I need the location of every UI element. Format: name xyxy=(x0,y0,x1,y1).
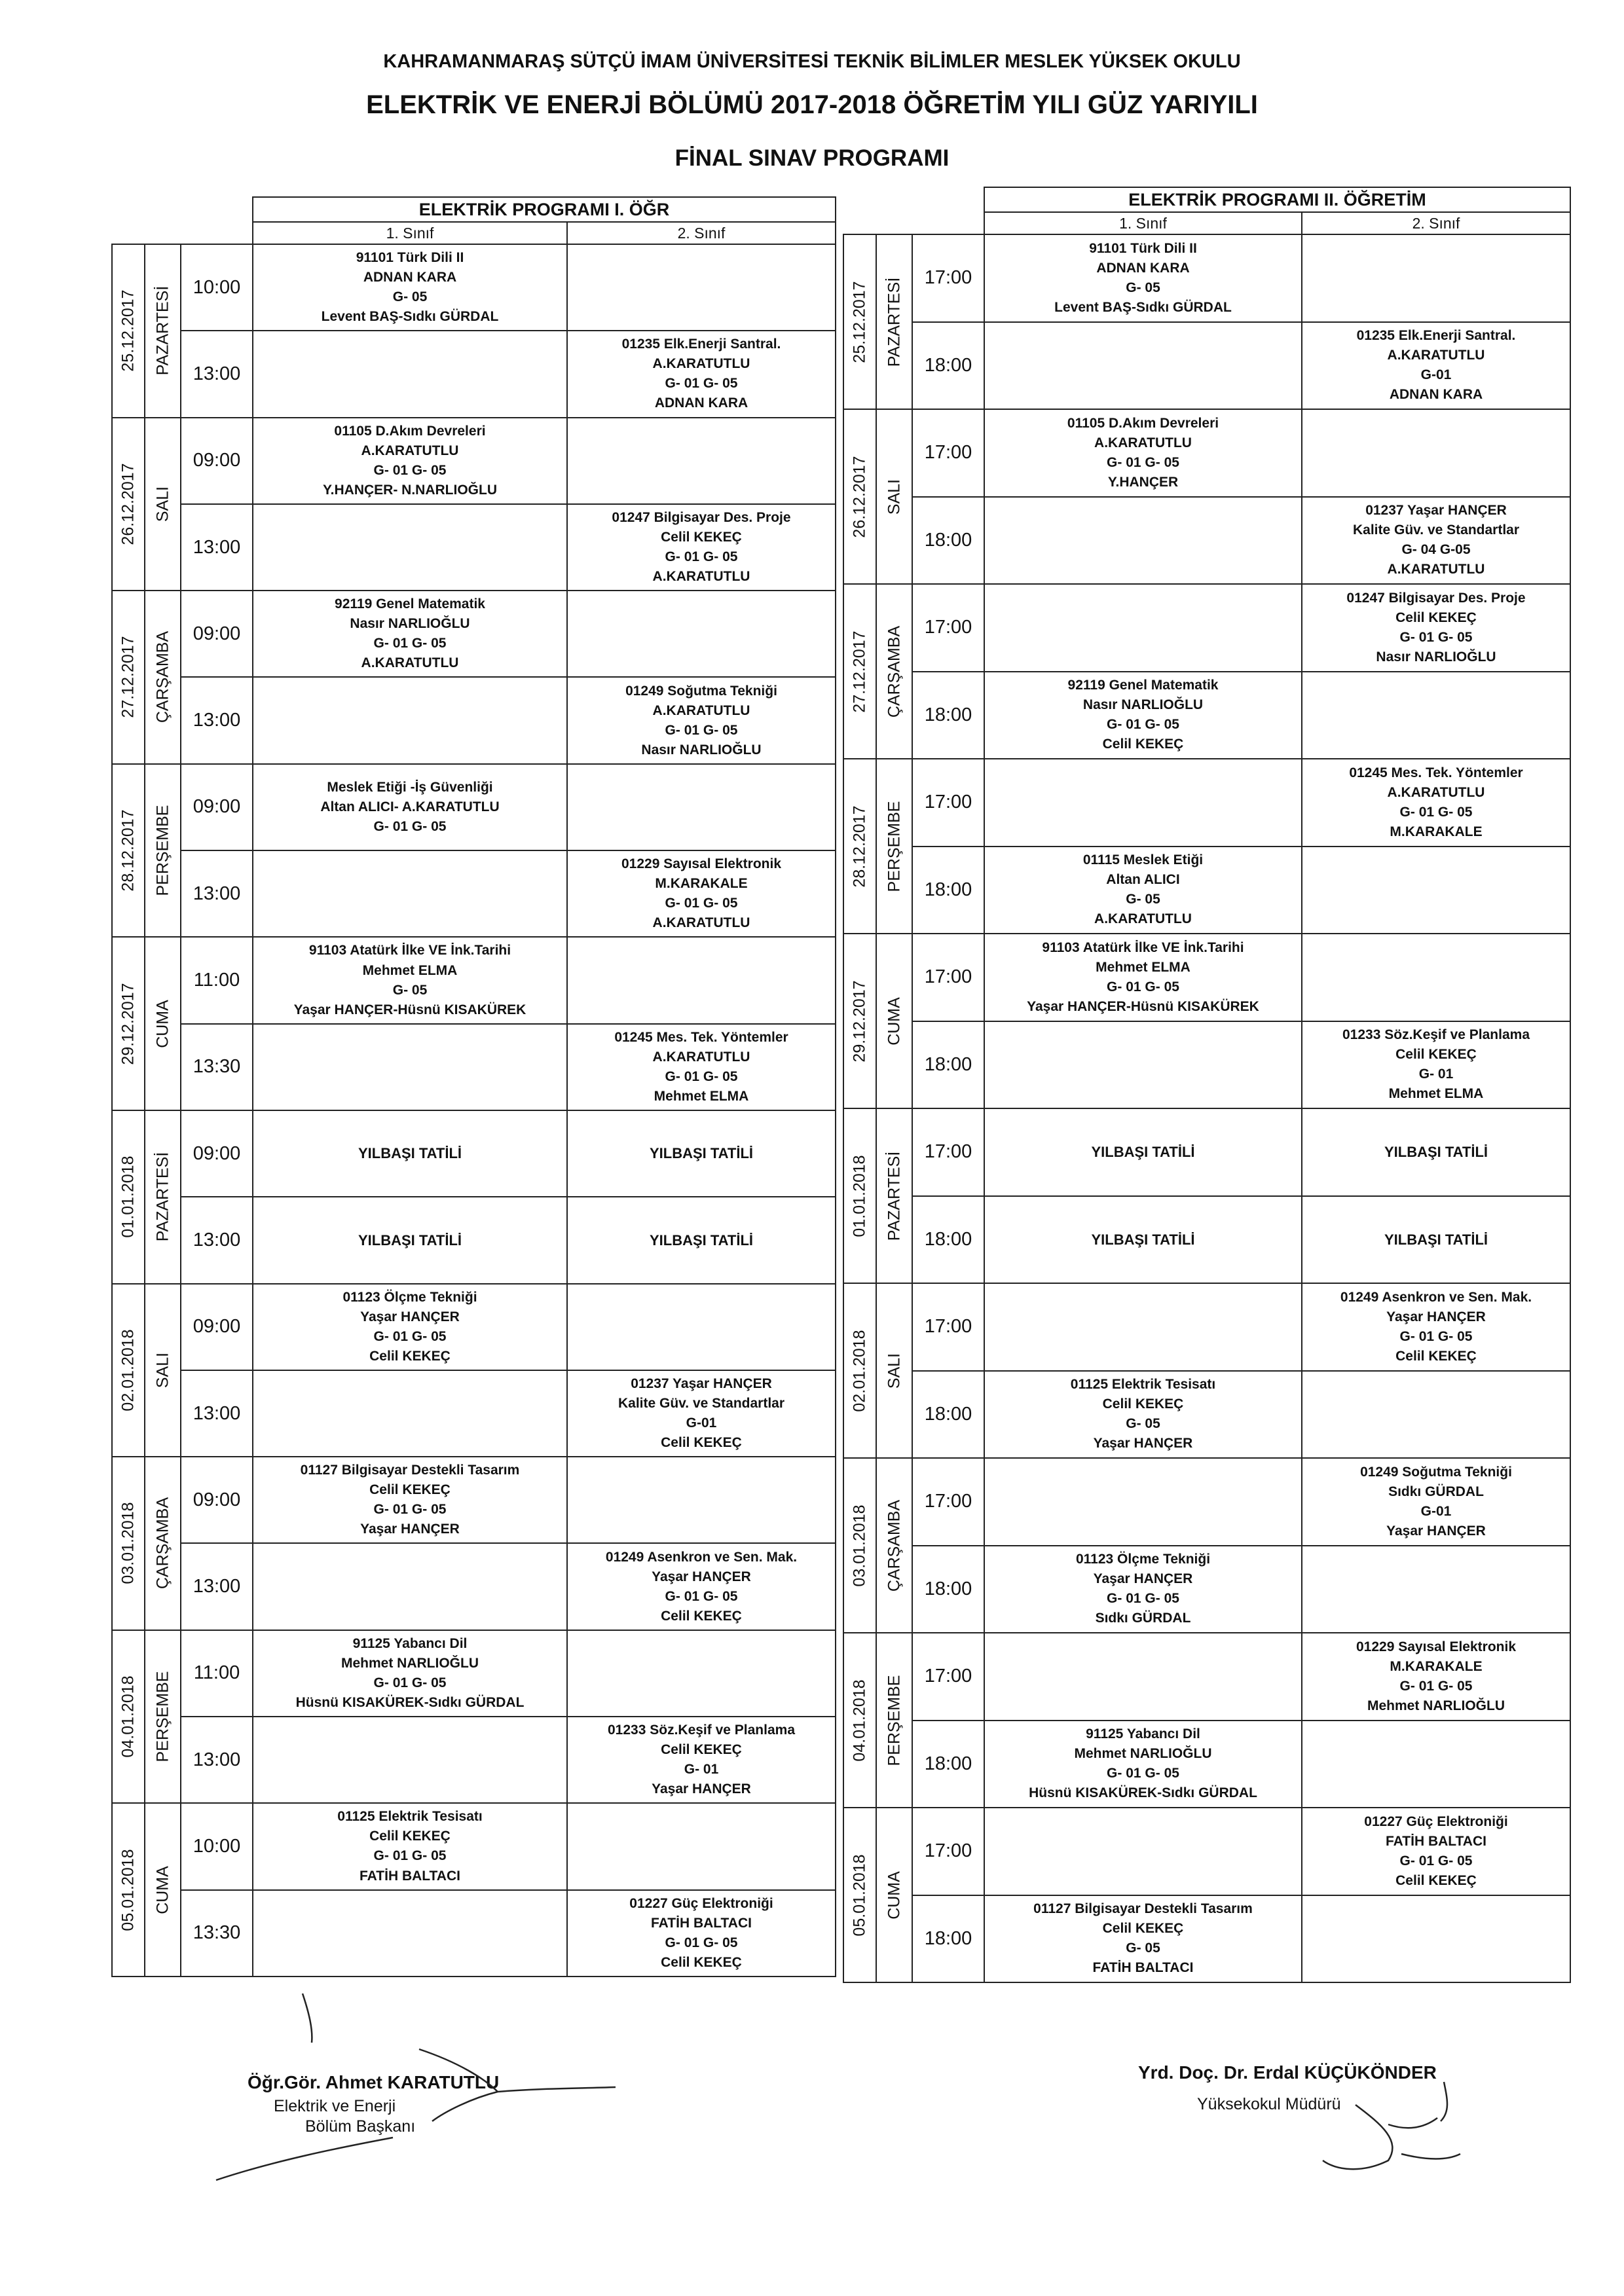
exam-time: 13:30 xyxy=(181,1024,253,1110)
holiday-label: YILBAŞI TATİLİ xyxy=(358,1231,462,1248)
exam-detail: G- 01 G- 05 xyxy=(665,1935,738,1950)
exam-day-text: ÇARŞAMBA xyxy=(153,1497,172,1590)
exam-detail: G- 01 G- 05 xyxy=(1399,629,1473,645)
exam-detail: Celil KEKEÇ xyxy=(661,1742,742,1758)
exam-date-text: 01.01.2018 xyxy=(850,1154,869,1237)
exam-day-text: PERŞEMBE xyxy=(885,801,903,892)
course-name: 01127 Bilgisayar Destekli Tasarım xyxy=(300,1463,520,1478)
exam-day-text: PAZARTESİ xyxy=(153,285,172,376)
exam-day-text: PERŞEMBE xyxy=(885,1675,903,1766)
signer-name: Yrd. Doç. Dr. Erdal KÜÇÜKÖNDER xyxy=(1138,2062,1437,2083)
exam-time: 18:00 xyxy=(912,672,984,759)
exam-time: 09:00 xyxy=(181,764,253,850)
course-name: 01245 Mes. Tek. Yöntemler xyxy=(1349,765,1523,780)
exam-detail: Mehmet NARLIOĞLU xyxy=(1367,1698,1505,1713)
course-name: 01227 Güç Elektroniği xyxy=(629,1895,773,1911)
exam-time: 17:00 xyxy=(912,1108,984,1196)
exam-detail: ADNAN KARA xyxy=(1096,260,1190,276)
exam-day-text: CUMA xyxy=(885,996,903,1046)
exam-detail: Altan ALICI xyxy=(1106,872,1180,888)
exam-detail: G- 01 G- 05 xyxy=(1107,1766,1179,1781)
sinif-2-header: 2. Sınıf xyxy=(567,222,836,244)
exam-time: 18:00 xyxy=(912,322,984,410)
exam-time: 10:00 xyxy=(181,1803,253,1889)
program-title: ELEKTRİK PROGRAMI I. ÖĞR xyxy=(253,197,836,222)
exam-detail: Yaşar HANÇER-Hüsnü KISAKÜREK xyxy=(1027,998,1259,1014)
course-name: 01245 Mes. Tek. Yöntemler xyxy=(614,1029,788,1045)
exam-detail: G- 01 G- 05 xyxy=(1107,1591,1179,1607)
exam-time: 17:00 xyxy=(912,234,984,322)
exam-detail: Celil KEKEÇ xyxy=(369,1482,451,1498)
course-name: 91125 Yabancı Dil xyxy=(352,1635,468,1651)
course-name: 01229 Sayısal Elektronik xyxy=(621,856,781,872)
exam-detail: Yaşar HANÇER xyxy=(360,1522,460,1537)
exam-time: 11:00 xyxy=(181,937,253,1023)
exam-date-text: 25.12.2017 xyxy=(119,289,138,372)
exam-day-text: SALI xyxy=(885,479,903,515)
exam-day-text: SALI xyxy=(885,1353,903,1389)
exam-date-text: 29.12.2017 xyxy=(119,983,138,1065)
exam-day-text: ÇARŞAMBA xyxy=(153,631,172,723)
exam-detail: A.KARATUTLU xyxy=(361,443,459,458)
exam-time: 17:00 xyxy=(912,934,984,1021)
exam-detail: Nasır NARLIOĞLU xyxy=(1376,649,1496,665)
course-name: 01127 Bilgisayar Destekli Tasarım xyxy=(1033,1901,1253,1917)
exam-time: 17:00 xyxy=(912,1458,984,1546)
exam-time: 18:00 xyxy=(912,1721,984,1808)
exam-detail: G- 01 G- 05 xyxy=(665,722,738,738)
course-name: 01123 Ölçme Tekniği xyxy=(1075,1552,1211,1567)
course-name: 01115 Meslek Etiği xyxy=(1082,852,1204,868)
exam-detail: G- 01 G- 05 xyxy=(1399,1328,1473,1344)
course-name: 01123 Ölçme Tekniği xyxy=(342,1289,477,1305)
exam-time: 18:00 xyxy=(912,1021,984,1109)
exam-detail: Mehmet NARLIOĞLU xyxy=(1074,1746,1212,1762)
exam-detail: Yaşar HANÇER xyxy=(360,1309,460,1324)
exam-detail: A.KARATUTLU xyxy=(361,655,459,671)
exam-detail: Levent BAŞ-Sıdkı GÜRDAL xyxy=(321,309,499,325)
exam-detail: G- 01 G- 05 xyxy=(1399,1678,1473,1694)
exam-program-title: FİNAL SINAV PROGRAMI xyxy=(674,145,950,171)
exam-day-text: PAZARTESİ xyxy=(885,1151,903,1241)
signature-scribble-left xyxy=(216,2049,616,2180)
exam-time: 17:00 xyxy=(912,1283,984,1371)
exam-detail: G-01 xyxy=(1420,367,1452,383)
exam-detail: A.KARATUTLU xyxy=(652,569,750,585)
exam-detail: ADNAN KARA xyxy=(1389,387,1483,403)
exam-detail: G-01 xyxy=(686,1415,717,1430)
exam-detail: FATİH BALTACI xyxy=(1386,1833,1486,1849)
exam-detail: Celil KEKEÇ xyxy=(1102,1921,1184,1937)
signature-scribble-right xyxy=(1323,2082,1460,2169)
exam-detail: M.KARAKALE xyxy=(655,876,748,892)
exam-detail: ADNAN KARA xyxy=(363,270,457,285)
exam-date-text: 02.01.2018 xyxy=(850,1329,869,1412)
course-name: 01249 Soğutma Tekniği xyxy=(625,683,777,699)
exam-time: 10:00 xyxy=(181,244,253,331)
exam-detail: Mehmet ELMA xyxy=(362,962,458,978)
exam-detail: A.KARATUTLU xyxy=(1094,435,1192,450)
course-name: 92119 Genel Matematik xyxy=(1067,678,1219,693)
exam-date-text: 28.12.2017 xyxy=(850,805,869,888)
exam-detail: G- 01 G- 05 xyxy=(373,1328,447,1344)
course-name: 01247 Bilgisayar Des. Proje xyxy=(1346,590,1526,606)
department-title: ELEKTRİK VE ENERJİ BÖLÜMÜ 2017-2018 ÖĞRETİM YILI GÜZ YARIYILI xyxy=(366,90,1258,119)
exam-detail: Levent BAŞ-Sıdkı GÜRDAL xyxy=(1054,299,1232,315)
exam-date-text: 03.01.2018 xyxy=(850,1504,869,1587)
exam-detail: G- 05 xyxy=(1126,892,1160,907)
course-name: 92119 Genel Matematik xyxy=(335,596,485,612)
school-title: KAHRAMANMARAŞ SÜTÇÜ İMAM ÜNİVERSİTESİ TEKNİK BİLİMLER MESLEK YÜKSEK OKULU xyxy=(383,51,1241,72)
exam-time: 13:00 xyxy=(181,1717,253,1803)
exam-day-text: ÇARŞAMBA xyxy=(885,625,903,718)
exam-detail: Yaşar HANÇER-Hüsnü KISAKÜREK xyxy=(293,1002,526,1017)
exam-detail: Celil KEKEÇ xyxy=(1102,1396,1184,1412)
exam-date-text: 04.01.2018 xyxy=(850,1679,869,1762)
exam-time: 17:00 xyxy=(912,1808,984,1895)
course-name: 01235 Elk.Enerji Santral. xyxy=(1356,328,1516,344)
exam-time: 18:00 xyxy=(912,1546,984,1633)
exam-detail: Celil KEKEÇ xyxy=(1395,1348,1477,1364)
exam-time: 13:00 xyxy=(181,1370,253,1457)
exam-detail: G-01 xyxy=(1420,1503,1452,1519)
exam-time: 09:00 xyxy=(181,591,253,677)
exam-detail: Celil KEKEÇ xyxy=(1395,1047,1477,1063)
exam-time: 18:00 xyxy=(912,847,984,934)
holiday-label: YILBAŞI TATİLİ xyxy=(649,1145,754,1162)
holiday-label: YILBAŞI TATİLİ xyxy=(1091,1231,1195,1248)
exam-detail: G- 01 G- 05 xyxy=(1399,804,1473,820)
exam-detail: M.KARAKALE xyxy=(1390,824,1483,839)
sinif-1-header: 1. Sınıf xyxy=(984,212,1302,234)
exam-detail: G- 01 G- 05 xyxy=(373,1502,447,1518)
exam-detail: Celil KEKEÇ xyxy=(661,1608,742,1624)
exam-detail: G- 01 G- 05 xyxy=(665,1588,738,1604)
exam-detail: Kalite Güv. ve Standartlar xyxy=(618,1395,785,1411)
exam-detail: Mehmet ELMA xyxy=(1096,959,1190,975)
exam-detail: Celil KEKEÇ xyxy=(369,1348,451,1364)
holiday-label: YILBAŞI TATİLİ xyxy=(1384,1231,1488,1248)
course-name: 91103 Atatürk İlke VE İnk.Tarihi xyxy=(308,943,511,958)
course-name: 91103 Atatürk İlke VE İnk.Tarihi xyxy=(1042,939,1244,955)
exam-time: 11:00 xyxy=(181,1630,253,1717)
exam-detail: G- 05 xyxy=(1126,1941,1160,1956)
holiday-label: YILBAŞI TATİLİ xyxy=(649,1231,754,1248)
exam-detail: Hüsnü KISAKÜREK-Sıdkı GÜRDAL xyxy=(295,1694,525,1710)
exam-detail: Nasır NARLIOĞLU xyxy=(1082,697,1204,713)
exam-detail: G- 04 G-05 xyxy=(1401,542,1471,558)
exam-time: 18:00 xyxy=(912,1895,984,1983)
exam-time: 13:00 xyxy=(181,331,253,417)
exam-time: 18:00 xyxy=(912,1371,984,1459)
exam-detail: A.KARATUTLU xyxy=(1387,348,1485,363)
exam-detail: G- 01 G- 05 xyxy=(373,636,447,651)
course-name: 01105 D.Akım Devreleri xyxy=(1067,415,1219,431)
exam-detail: Yaşar HANÇER xyxy=(1093,1436,1193,1451)
course-name: Meslek Etiği -İş Güvenliği xyxy=(327,779,493,795)
exam-detail: Kalite Güv. ve Standartlar xyxy=(1352,522,1520,538)
exam-detail: Hüsnü KISAKÜREK-Sıdkı GÜRDAL xyxy=(1029,1785,1257,1801)
exam-detail: A.KARATUTLU xyxy=(652,1049,750,1065)
exam-detail: G- 01 G- 05 xyxy=(373,1675,447,1690)
holiday-label: YILBAŞI TATİLİ xyxy=(358,1145,462,1162)
exam-detail: Celil KEKEÇ xyxy=(661,1435,742,1451)
exam-detail: Celil KEKEÇ xyxy=(661,1954,742,1970)
exam-detail: ADNAN KARA xyxy=(654,395,748,411)
exam-detail: G- 05 xyxy=(392,289,428,305)
exam-date-text: 04.01.2018 xyxy=(119,1675,138,1758)
course-name: 01247 Bilgisayar Des. Proje xyxy=(612,510,791,525)
exam-date-text: 26.12.2017 xyxy=(850,455,869,538)
course-name: 01249 Asenkron ve Sen. Mak. xyxy=(605,1549,798,1565)
exam-day-text: PERŞEMBE xyxy=(153,805,172,896)
exam-detail: Sıdkı GÜRDAL xyxy=(1388,1484,1484,1499)
exam-detail: Yaşar HANÇER xyxy=(652,1781,751,1797)
exam-day-text: ÇARŞAMBA xyxy=(885,1499,903,1592)
exam-time: 18:00 xyxy=(912,497,984,585)
exam-detail: Yaşar HANÇER xyxy=(1386,1523,1486,1539)
course-name: 91101 Türk Dili II xyxy=(1089,240,1197,256)
course-name: 91125 Yabancı Dil xyxy=(1086,1726,1200,1742)
course-name: 01233 Söz.Keşif ve Planlama xyxy=(1342,1027,1530,1043)
signer-name: Öğr.Gör. Ahmet KARATUTLU xyxy=(248,2072,500,2092)
exam-time: 13:00 xyxy=(181,1543,253,1630)
exam-detail: Celil KEKEÇ xyxy=(1102,737,1184,752)
exam-time: 17:00 xyxy=(912,759,984,847)
exam-detail: G- 01 G- 05 xyxy=(665,376,738,392)
exam-detail: G- 01 G- 05 xyxy=(373,462,447,478)
course-name: 01233 Söz.Keşif ve Planlama xyxy=(608,1722,795,1738)
sinif-1-header: 1. Sınıf xyxy=(253,222,567,244)
exam-date-text: 26.12.2017 xyxy=(119,463,138,545)
course-name: 01249 Soğutma Tekniği xyxy=(1360,1464,1512,1480)
exam-detail: Celil KEKEÇ xyxy=(1395,610,1477,625)
exam-detail: A.KARATUTLU xyxy=(652,702,750,718)
exam-time: 13:00 xyxy=(181,1197,253,1283)
exam-detail: Mehmet ELMA xyxy=(1388,1086,1484,1102)
exam-date-text: 01.01.2018 xyxy=(119,1156,138,1238)
exam-detail: Celil KEKEÇ xyxy=(1395,1872,1477,1888)
exam-detail: M.KARAKALE xyxy=(1390,1658,1483,1674)
exam-date-text: 03.01.2018 xyxy=(119,1502,138,1585)
holiday-label: YILBAŞI TATİLİ xyxy=(1384,1144,1488,1161)
exam-day-text: SALI xyxy=(153,486,172,522)
exam-day-text: PAZARTESİ xyxy=(153,1152,172,1242)
exam-detail: Nasır NARLIOĞLU xyxy=(350,616,470,632)
exam-detail: FATİH BALTACI xyxy=(360,1868,460,1884)
exam-detail: G- 01 xyxy=(684,1762,719,1777)
sinif-2-header: 2. Sınıf xyxy=(1302,212,1570,234)
exam-time: 13:00 xyxy=(181,677,253,763)
course-name: 01229 Sayısal Elektronik xyxy=(1356,1639,1516,1654)
course-name: 01249 Asenkron ve Sen. Mak. xyxy=(1340,1289,1532,1305)
program-title: ELEKTRİK PROGRAMI II. ÖĞRETİM xyxy=(984,187,1570,212)
exam-date-text: 05.01.2018 xyxy=(850,1853,869,1937)
exam-day-text: CUMA xyxy=(153,999,172,1048)
exam-time: 09:00 xyxy=(181,1110,253,1197)
exam-detail: Y.HANÇER- N.NARLIOĞLU xyxy=(323,482,497,498)
exam-detail: Y.HANÇER xyxy=(1107,474,1179,490)
exam-detail: Mehmet NARLIOĞLU xyxy=(341,1655,479,1671)
exam-detail: G- 01 G- 05 xyxy=(1107,717,1179,733)
exam-day-text: CUMA xyxy=(885,1870,903,1920)
exam-detail: G- 05 xyxy=(392,982,428,998)
exam-detail: Yaşar HANÇER xyxy=(1386,1309,1486,1324)
exam-detail: G- 01 G- 05 xyxy=(665,549,738,565)
exam-detail: A.KARATUTLU xyxy=(652,356,750,372)
exam-detail: G- 01 G- 05 xyxy=(1107,454,1179,470)
exam-detail: G- 01 G- 05 xyxy=(373,1848,447,1864)
exam-time: 13:00 xyxy=(181,504,253,591)
exam-detail: A.KARATUTLU xyxy=(1387,784,1485,800)
exam-day-text: CUMA xyxy=(153,1865,172,1914)
exam-detail: FATİH BALTACI xyxy=(651,1915,752,1931)
course-name: 91101 Türk Dili II xyxy=(356,250,464,266)
exam-detail: G- 01 G- 05 xyxy=(665,896,738,911)
course-name: 01125 Elektrik Tesisatı xyxy=(1070,1377,1216,1393)
exam-detail: Yaşar HANÇER xyxy=(1093,1571,1193,1587)
exam-date-text: 28.12.2017 xyxy=(119,809,138,892)
course-name: 01235 Elk.Enerji Santral. xyxy=(621,337,781,352)
exam-detail: Yaşar HANÇER xyxy=(652,1569,751,1584)
exam-detail: G- 01 G- 05 xyxy=(665,1068,738,1084)
exam-date-text: 05.01.2018 xyxy=(119,1849,138,1931)
course-name: 01125 Elektrik Tesisatı xyxy=(337,1809,483,1825)
exam-detail: G- 01 G- 05 xyxy=(1399,1853,1473,1868)
course-name: 01237 Yaşar HANÇER xyxy=(631,1376,772,1391)
exam-time: 17:00 xyxy=(912,584,984,672)
exam-time: 17:00 xyxy=(912,409,984,497)
exam-detail: Sıdkı GÜRDAL xyxy=(1095,1611,1191,1626)
exam-detail: G- 01 G- 05 xyxy=(373,818,447,834)
exam-detail: Celil KEKEÇ xyxy=(661,530,742,545)
exam-detail: A.KARATUTLU xyxy=(1387,562,1485,577)
exam-detail: Nasır NARLIOĞLU xyxy=(641,742,762,757)
course-name: 01227 Güç Elektroniği xyxy=(1364,1813,1508,1829)
exam-detail: G- 01 xyxy=(1418,1066,1454,1082)
exam-detail: Celil KEKEÇ xyxy=(369,1829,451,1844)
exam-time: 17:00 xyxy=(912,1633,984,1721)
exam-day-text: PAZARTESİ xyxy=(885,277,903,367)
exam-detail: A.KARATUTLU xyxy=(652,915,750,931)
exam-date-text: 27.12.2017 xyxy=(119,636,138,719)
signer-department: Elektrik ve Enerji xyxy=(274,2097,396,2115)
pen-mark xyxy=(303,1994,312,2043)
course-name: 01237 Yaşar HANÇER xyxy=(1365,503,1507,519)
exam-date-text: 29.12.2017 xyxy=(850,979,869,1063)
course-name: 01105 D.Akım Devreleri xyxy=(334,423,486,439)
exam-detail: Mehmet ELMA xyxy=(654,1088,749,1104)
signer-title: Yüksekokul Müdürü xyxy=(1197,2095,1341,2113)
exam-detail: G- 01 G- 05 xyxy=(1107,979,1179,994)
exam-date-text: 02.01.2018 xyxy=(119,1329,138,1412)
exam-detail: A.KARATUTLU xyxy=(1094,911,1192,927)
exam-date-text: 25.12.2017 xyxy=(850,280,869,363)
exam-time: 18:00 xyxy=(912,1196,984,1284)
exam-detail: FATİH BALTACI xyxy=(1092,1960,1194,1976)
exam-time: 13:30 xyxy=(181,1890,253,1977)
exam-detail: G- 05 xyxy=(1126,1416,1160,1432)
exam-detail: Altan ALICI- A.KARATUTLU xyxy=(320,799,500,814)
exam-day-text: SALI xyxy=(153,1352,172,1388)
exam-time: 09:00 xyxy=(181,1457,253,1543)
holiday-label: YILBAŞI TATİLİ xyxy=(1091,1144,1195,1161)
signer-title: Bölüm Başkanı xyxy=(305,2117,416,2136)
exam-time: 13:00 xyxy=(181,850,253,937)
exam-detail: G- 05 xyxy=(1126,280,1160,295)
exam-date-text: 27.12.2017 xyxy=(850,630,869,713)
exam-time: 09:00 xyxy=(181,418,253,504)
exam-time: 09:00 xyxy=(181,1284,253,1370)
exam-day-text: PERŞEMBE xyxy=(153,1671,172,1762)
